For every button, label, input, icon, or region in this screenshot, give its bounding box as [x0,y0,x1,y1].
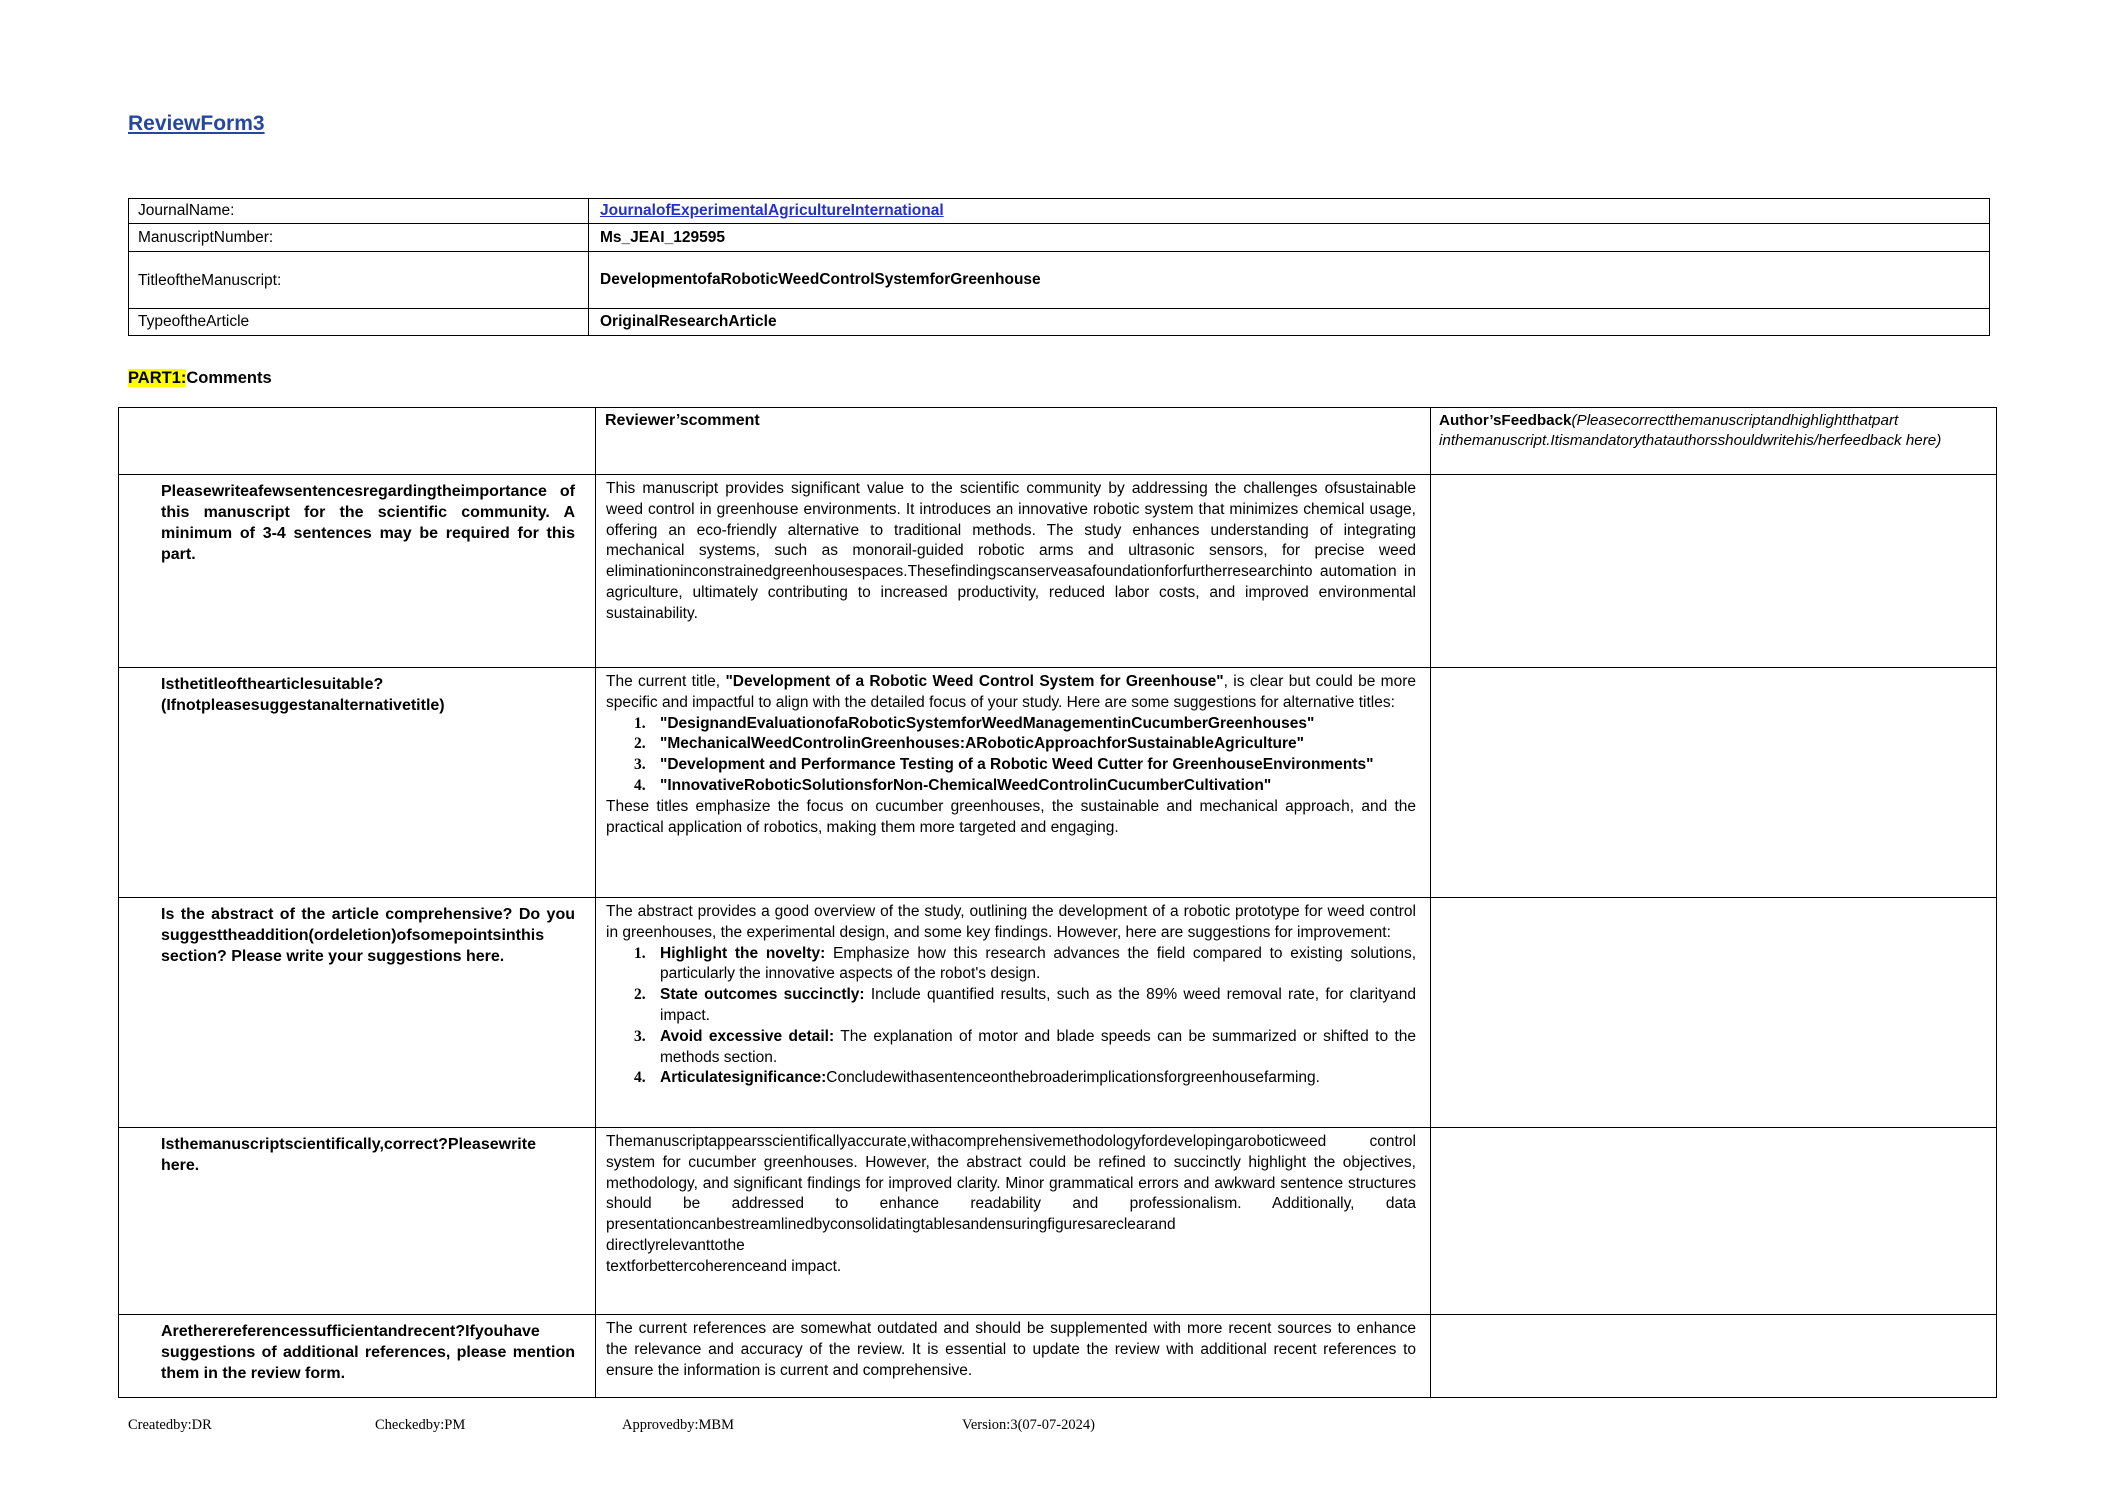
comments-row [119,1315,1997,1398]
text-segment: The current references are somewhat outdated and should be supplemented with more recent sources to enhance the relevance and accuracy of the review. It is essential to update the review with additional recent references to ensure the information is current and comprehensive. [606,1320,1416,1379]
list-item [606,1027,1416,1069]
text-segment: These titles emphasize the focus on cucumber greenhouses, the sustainable and mechanical approach, and the practical application of robotics, making them more targeted and engaging. [606,797,1416,836]
part1-comments-label: Comments [186,369,272,387]
paragraph [1439,411,1990,451]
text-segment: Themanuscriptappearsscientificallyaccurate,withacomprehensivemethodologyfordevelopingaroboticweed control system for cucumber greenhouses. However, the abstract could be refined to succinctly highlight the objectives, methodology, and significant findings for improved clarity. Minor grammatical errors and awkward sentence structures should be addressed to enhance readability and professionalism. Additionally, data [606,1133,1416,1213]
paragraph [606,479,1416,625]
manuscript-title-value: DevelopmentofaRoboticWeedControlSystemforGreenhouse [589,252,1990,309]
list-item [606,1068,1416,1089]
text-segment: "InnovativeRoboticSolutionsforNon-ChemicalWeedControlinCucumberCultivation" [660,776,1272,794]
list-item-body [660,714,1416,735]
list-number: 4. [634,1069,646,1087]
list-item [606,776,1416,797]
list-number: 1. [634,714,646,732]
text-segment: , is clear but could be more specific and impactful to align with the detailed focus of your study. Here are some suggestions for alternative titles: [606,673,1416,711]
paragraph [606,1236,1416,1257]
text-segment: State outcomes succinctly: [660,986,865,1004]
list-number: 1. [634,944,646,962]
text-segment: Pleasewriteafewsentencesregardingtheimportance of this manuscript for the scientific community. A minimum of 3-4 sentences may be required for this part. [161,483,575,563]
table-row [129,224,1990,252]
text-segment: textforbettercoherenceand impact. [606,1257,842,1275]
list-item [606,755,1416,776]
reviewer-comment-cell [596,668,1431,898]
footer-approved-by: Approvedby:MBM [622,1417,734,1433]
text-segment: "MechanicalWeedControlinGreenhouses:ARoboticApproachforSustainableAgriculture" [660,735,1304,753]
table-row [129,252,1990,309]
journal-name-cell [589,199,1990,224]
document-title-link[interactable]: ReviewForm3 [128,112,265,135]
paragraph [606,1132,1416,1215]
header-empty-cell [119,408,596,475]
text-segment: Concludewithasentenceonthebroaderimplicationsforgreenhousefarming. [826,1069,1320,1087]
paragraph [606,1257,1416,1278]
footer-created-by: Createdby:DR [128,1417,212,1433]
list-item [606,734,1416,755]
list-item-body [660,1027,1416,1069]
list-item [606,985,1416,1027]
comments-row [119,1128,1997,1315]
comments-header-row [119,408,1997,475]
question-cell [119,1315,596,1398]
list-number: 2. [634,735,646,753]
text-segment: Avoid excessive detail: [660,1027,835,1045]
question-cell [119,668,596,898]
paragraph [606,1215,1416,1236]
author-feedback-cell[interactable] [1431,668,1997,898]
text-segment: The explanation of motor and blade speeds can be summarized or shifted to the methods section. [660,1027,1416,1066]
text-segment: Emphasize how this research advances the field compared to existing solutions, particularly the innovative aspects of the robot's design. [660,944,1416,983]
manuscript-title-label: TitleoftheManuscript: [129,252,589,309]
text-segment: "DesignandEvaluationofaRoboticSystemforWeedManagementinCucumberGreenhouses" [660,714,1315,732]
text-segment: (Pleasecorrectthemanuscriptandhighlightthatpart inthemanuscript.Itismandatorythatauthorsshouldwritehis/herfeedback here) [1439,412,1942,449]
table-row [129,309,1990,336]
list-number: 2. [634,986,646,1004]
footer-checked-by: Checkedby:PM [375,1417,466,1433]
text-segment: This manuscript provides significant value to the scientific community by addressing the challenges ofsustainable weed control in greenhouse environments. It introduces an innovative robotic system that minimizes chemical usage, offering an eco-friendly alternative to traditional methods. The study enhances understanding of integrating mechanical systems, such as monorail-guided robotic arms and ultrasonic sensors, for precise weed eliminationinconstrainedgreenhousespaces.Thesefindingscanserveasafoundationforfurtherresearchinto automation in agriculture, ultimately contributing to increased productivity, reduced labor costs, and improved environmental sustainability. [606,480,1416,622]
manuscript-info-table [128,198,1990,336]
paragraph [606,797,1416,839]
text-segment: Highlight the novelty: [660,944,826,962]
list-item [606,944,1416,986]
paragraph [161,904,575,967]
manuscript-number-value: Ms_JEAI_129595 [589,224,1990,252]
list-item-body [660,776,1416,797]
reviewer-comment-cell [596,1315,1431,1398]
paragraph [606,902,1416,944]
comments-row [119,668,1997,898]
text-segment: directlyrelevanttothe [606,1236,745,1254]
reviewer-comment-header: Reviewer’scomment [596,408,1431,475]
text-segment: "Development of a Robotic Weed Control System for Greenhouse" [725,673,1224,690]
list-item-body [660,985,1416,1027]
author-feedback-cell[interactable] [1431,475,1997,668]
author-feedback-cell[interactable] [1431,898,1997,1128]
author-feedback-cell[interactable] [1431,1315,1997,1398]
table-row [129,199,1990,224]
journal-name-label: JournalName: [129,199,589,224]
question-cell [119,1128,596,1315]
text-segment: Articulatesignificance: [660,1069,827,1087]
footer-version: Version:3(07-07-2024) [962,1417,1095,1433]
article-type-label: TypeoftheArticle [129,309,589,336]
text-segment: Isthetitleofthearticlesuitable? [161,676,384,693]
paragraph [606,672,1416,714]
author-feedback-header [1431,408,1997,475]
text-segment: Include quantified results, such as the 89% weed removal rate, for clarityand impact. [660,986,1416,1024]
question-cell [119,475,596,668]
reviewer-comment-cell [596,898,1431,1128]
list-item-body [660,1068,1416,1089]
text-segment: Author’sFeedback [1439,412,1572,429]
reviewer-comment-cell [596,475,1431,668]
question-cell [119,898,596,1128]
text-segment: presentationcanbestreamlinedbyconsolidatingtablesandensuringfiguresareclearand [606,1216,1176,1234]
author-feedback-cell[interactable] [1431,1128,1997,1315]
text-segment: (Ifnotpleasesuggestanalternativetitle) [161,697,445,714]
list-item-body [660,755,1416,776]
text-segment: "Development and Performance Testing of a Robotic Weed Cutter for GreenhouseEnvironments" [660,756,1374,774]
list-number: 3. [634,756,646,774]
paragraph [161,1134,575,1176]
paragraph [161,674,575,695]
paragraph [606,1319,1416,1381]
paragraph [161,695,575,716]
text-segment: The abstract provides a good overview of the study, outlining the development of a robotic prototype for weed control in greenhouses, the experimental design, and some key findings. However, here are suggestions for improvement: [606,903,1416,941]
paragraph [161,481,575,565]
manuscript-number-label: ManuscriptNumber: [129,224,589,252]
comments-row [119,475,1997,668]
list-item-body [660,734,1416,755]
text-segment: Is the abstract of the article comprehensive? Do you suggesttheaddition(ordeletion)ofsomepointsinthis section? Please write your suggestions here. [161,906,575,965]
list-number: 3. [634,1027,646,1045]
list-number: 4. [634,776,646,794]
text-segment: The current title, [606,673,726,690]
list-item-body [660,944,1416,986]
text-segment: Aretherereferencessufficientandrecent?Ifyouhave suggestions of additional references, please mention them in the review form. [161,1323,575,1382]
part1-label: PART1: [128,369,187,387]
journal-name-link[interactable]: JournalofExperimentalAgricultureInternational [600,202,944,219]
part1-heading [128,369,272,388]
text-segment: Isthemanuscriptscientifically,correct?Pleasewrite here. [161,1136,536,1174]
comments-table [118,407,1997,1398]
paragraph [161,1321,575,1384]
comments-row [119,898,1997,1128]
reviewer-comment-cell [596,1128,1431,1315]
article-type-value: OriginalResearchArticle [589,309,1990,336]
list-item [606,714,1416,735]
